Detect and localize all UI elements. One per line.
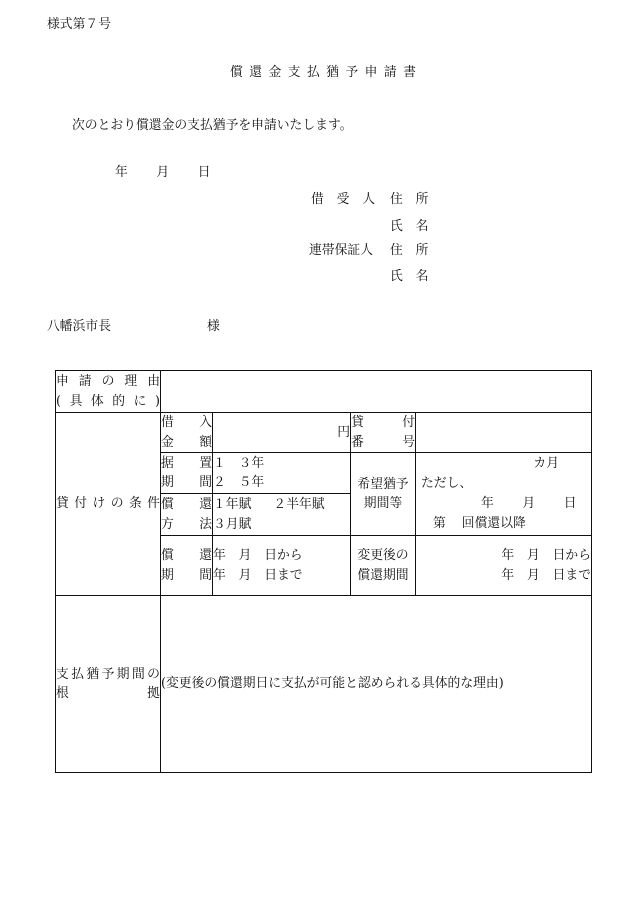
loan-terms-label [56, 494, 160, 514]
loan-terms-label-char: け [92, 496, 106, 512]
loan-amount-label-line-2-char: 額 [199, 434, 212, 450]
repayment-method-options-cell [213, 494, 351, 536]
deferment-period-label-line-2-char: 間 [199, 475, 212, 490]
borrower-address-label: 住 所 [390, 192, 429, 207]
changed-period-label-cell [351, 536, 416, 596]
proviso-text: ただし、 [421, 476, 473, 491]
reason-label-line-2-char: 具 [69, 393, 83, 409]
desired-deferral-label-line-1: 希望猶予 [357, 476, 409, 492]
deferment-period-label-line-1-char: 置 [199, 455, 212, 471]
document-title-char: 払 [306, 65, 320, 80]
repayment-period-label-line-1-char: 還 [199, 548, 212, 563]
application-date: 年 月 日 [115, 165, 212, 180]
desired-deferral-label-cell [351, 453, 416, 536]
repayment-method-label-line-2-char: 法 [199, 516, 212, 532]
loan-number-value-cell [416, 413, 592, 453]
reason-label-line-2 [56, 392, 160, 412]
grounds-label-line-1-char: 間 [131, 666, 145, 682]
deferment-option-1: １ ３年 [213, 455, 265, 471]
reason-label-line-1-char: 申 [56, 374, 69, 389]
resume-suffix: 回償還以降 [461, 516, 526, 531]
repayment-period-label-line-1 [161, 546, 212, 566]
addressee-name: 八幡浜市長 [47, 319, 111, 334]
repayment-option-semiannual: ２半年賦 [273, 497, 325, 512]
repayment-options-line-2 [213, 515, 350, 535]
reason-label-line-2-char: に [133, 393, 147, 409]
reason-label-line-2-char: ( [56, 393, 61, 409]
reason-label-line-1-char: の [101, 374, 115, 389]
loan-amount-label-line-1 [161, 413, 212, 433]
grounds-value-cell [161, 596, 592, 773]
deferment-period-label-line-2 [161, 473, 212, 493]
repayment-period-label-line-2 [161, 566, 212, 586]
grounds-label-line-1 [56, 665, 160, 685]
document-title-char: 予 [345, 65, 359, 80]
grounds-label-line-1-char: 支 [56, 666, 69, 682]
reason-row [56, 371, 592, 413]
repayment-method-label-line-1-char: 還 [199, 497, 212, 512]
yen-unit: 円 [337, 424, 350, 440]
loan-terms-label-char: 付 [74, 496, 88, 512]
deferment-period-label-line-1 [161, 454, 212, 474]
grounds-label-line-1-char: の [147, 666, 160, 682]
loan-amount-label-line-1-char: 入 [199, 415, 212, 430]
repayment-period-label-cell [161, 536, 213, 596]
borrower-name-label: 氏 名 [390, 219, 429, 234]
grounds-label-line-2 [56, 684, 160, 704]
guarantor-address-label: 住 所 [390, 243, 429, 258]
resume-prefix: 第 [433, 516, 446, 531]
repayment-period-label-line-1-char: 償 [161, 548, 174, 563]
loan-number-label-line-2 [351, 433, 415, 453]
loan-terms-label-char: 条 [128, 496, 142, 512]
loan-amount-row [56, 413, 592, 453]
document-title-char: 書 [403, 65, 416, 80]
document-title-char: 支 [287, 65, 301, 80]
desired-deferral-value-cell [416, 453, 592, 536]
reason-label-line-2-char: ) [155, 393, 160, 409]
loan-number-label-line-2-char: 号 [402, 434, 415, 450]
changed-period-from: 年 月 日から [501, 548, 591, 563]
form-number: 様式第７号 [47, 17, 111, 32]
deferment-period-label-cell [161, 453, 213, 494]
reason-label-line-1-char: 請 [78, 374, 92, 389]
intro-text: 次のとおり償還金の支払猶予を申請いたします。 [72, 118, 353, 133]
deferment-period-label-line-2-char: 期 [161, 475, 174, 490]
loan-amount-value-cell [213, 413, 351, 453]
deferment-period-label-line-1-char: 据 [161, 455, 174, 471]
grounds-label-line-1-char: 払 [71, 666, 84, 682]
reason-label-line-2-char: 体 [90, 393, 104, 409]
guarantor-name-label: 氏 名 [390, 269, 429, 284]
document-title-char: 申 [364, 65, 378, 80]
document-title [230, 65, 416, 81]
reason-label-line-1-char: 由 [147, 374, 160, 389]
loan-amount-label-line-1-char: 借 [161, 415, 174, 430]
repayment-option-monthly: ３月賦 [213, 516, 252, 532]
repayment-period-label-line-2-char: 間 [199, 567, 212, 583]
repayment-method-label-line-2-char: 方 [161, 516, 174, 532]
loan-terms-label-char: 貸 [56, 496, 69, 512]
grounds-label-line-1-char: 猶 [86, 666, 100, 682]
repayment-options-line-1 [213, 495, 350, 515]
borrower-label: 借 受 人 [311, 192, 375, 207]
changed-period-to: 年 月 日まで [501, 567, 591, 583]
grounds-note: (変更後の償還期日に支払が可能と認められる具体的な理由) [161, 676, 504, 692]
resume-installment-line [416, 514, 591, 534]
loan-number-label-line-1 [351, 413, 415, 433]
loan-terms-label-char: の [110, 496, 124, 512]
grounds-label-line-2-char: 根 [56, 686, 69, 701]
grounds-label-cell [56, 596, 161, 773]
loan-terms-label-cell [56, 413, 161, 596]
desired-deferral-label-line-2: 期間等 [363, 496, 403, 511]
document-title-char: 猶 [326, 65, 339, 80]
reason-label-line-1-char: 理 [124, 374, 138, 389]
deferment-period-options-cell [213, 453, 351, 494]
repayment-period-value-cell [213, 536, 351, 596]
loan-amount-label-line-2 [161, 433, 212, 453]
addressee-honorific: 様 [207, 319, 220, 334]
reason-value-cell [161, 371, 592, 413]
loan-number-label-cell [351, 413, 416, 453]
document-title-char: 金 [268, 65, 282, 80]
loan-amount-label-cell [161, 413, 213, 453]
repayment-period-label-line-2-char: 期 [161, 567, 174, 583]
loan-number-label-line-1-char: 付 [402, 415, 415, 430]
repayment-period-from: 年 月 日から [213, 548, 303, 563]
reason-label-cell [56, 371, 161, 413]
application-table [55, 370, 592, 773]
repayment-period-to: 年 月 日まで [213, 567, 303, 583]
grounds-label-line-1-char: 期 [116, 666, 130, 682]
repayment-method-label-cell [161, 494, 213, 536]
changed-period-value-cell [416, 536, 592, 596]
reason-label-line-1 [56, 372, 160, 392]
loan-number-label-line-2-char: 番 [351, 434, 364, 450]
grounds-row [56, 596, 592, 773]
grounds-label-line-2-char: 拠 [147, 686, 160, 701]
grounds-label-line-1-char: 予 [101, 666, 115, 682]
loan-terms-label-char: 件 [147, 496, 160, 512]
changed-period-label-line-2: 償還期間 [357, 567, 409, 583]
repayment-method-label-line-1 [161, 495, 212, 515]
guarantor-label: 連帯保証人 [309, 243, 373, 258]
document-title-char: 還 [249, 65, 263, 80]
deferral-date-units: 年 月 日 [481, 496, 578, 511]
loan-number-label-line-1-char: 貸 [351, 415, 364, 430]
loan-amount-label-line-2-char: 金 [161, 434, 174, 450]
repayment-method-label-line-1-char: 償 [161, 497, 174, 512]
document-title-char: 償 [230, 65, 243, 80]
months-unit: カ月 [533, 456, 559, 471]
deferment-option-2: ２ ５年 [213, 475, 265, 490]
document-title-char: 請 [383, 65, 397, 80]
repayment-method-label-line-2 [161, 515, 212, 535]
reason-label-line-2-char: 的 [112, 393, 126, 409]
changed-period-label-line-1: 変更後の [357, 548, 409, 563]
repayment-option-annual: １年賦 [213, 497, 252, 512]
